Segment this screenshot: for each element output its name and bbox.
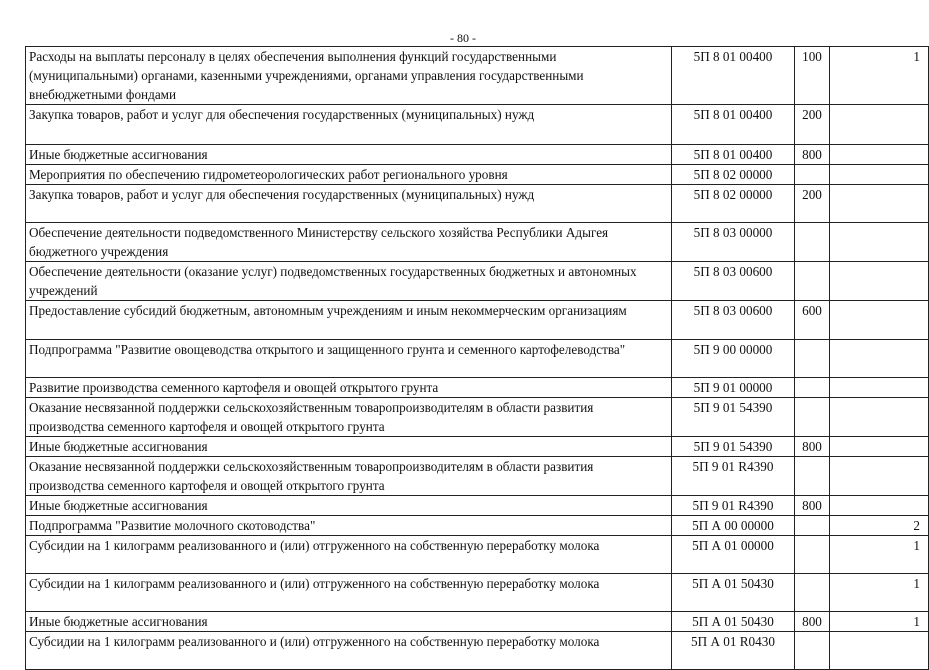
table-row [26, 496, 929, 516]
row-amount: 1 [830, 47, 929, 105]
row-target-code: 5П 8 03 00600 [672, 301, 795, 340]
table-row [26, 437, 929, 457]
row-expense-type [795, 398, 830, 437]
row-amount [830, 340, 929, 378]
table-row [26, 457, 929, 496]
row-expense-type [795, 262, 830, 301]
row-amount [830, 185, 929, 223]
table-row [26, 145, 929, 165]
row-expense-type: 800 [795, 612, 830, 632]
row-amount [830, 632, 929, 670]
row-target-code: 5П 9 01 00000 [672, 378, 795, 398]
row-amount: 1 [830, 574, 929, 612]
row-description: Иные бюджетные ассигнования [26, 437, 672, 457]
table-row [26, 165, 929, 185]
row-target-code: 5П 9 01 R4390 [672, 457, 795, 496]
table-row [26, 340, 929, 378]
row-target-code: 5П 8 03 00600 [672, 262, 795, 301]
row-expense-type [795, 632, 830, 670]
table-row [26, 301, 929, 340]
row-expense-type [795, 340, 830, 378]
row-expense-type: 600 [795, 301, 830, 340]
row-amount [830, 457, 929, 496]
row-amount [830, 437, 929, 457]
row-description: Закупка товаров, работ и услуг для обеспечения государственных (муниципальных) нужд [26, 185, 672, 223]
row-description: Закупка товаров, работ и услуг для обеспечения государственных (муниципальных) нужд [26, 105, 672, 145]
row-description: Развитие производства семенного картофеля и овощей открытого грунта [26, 378, 672, 398]
row-amount [830, 398, 929, 437]
row-target-code: 5П 8 01 00400 [672, 105, 795, 145]
row-expense-type [795, 165, 830, 185]
row-expense-type [795, 516, 830, 536]
row-amount [830, 378, 929, 398]
budget-table [25, 46, 929, 670]
row-target-code: 5П 9 00 00000 [672, 340, 795, 378]
row-expense-type: 800 [795, 437, 830, 457]
row-description: Обеспечение деятельности (оказание услуг) подведомственных государственных бюджетных и автономных учреждений [26, 262, 672, 301]
row-expense-type: 200 [795, 105, 830, 145]
row-description: Субсидии на 1 килограмм реализованного и (или) отгруженного на собственную переработку молока [26, 536, 672, 574]
page-number: - 80 - [450, 31, 476, 45]
table-row [26, 185, 929, 223]
row-target-code: 5П А 01 50430 [672, 574, 795, 612]
row-description: Субсидии на 1 килограмм реализованного и (или) отгруженного на собственную переработку молока [26, 632, 672, 670]
table-row [26, 516, 929, 536]
row-target-code: 5П А 01 R0430 [672, 632, 795, 670]
row-amount [830, 496, 929, 516]
table-row [26, 378, 929, 398]
table-row [26, 398, 929, 437]
row-expense-type [795, 574, 830, 612]
row-target-code: 5П А 01 00000 [672, 536, 795, 574]
row-description: Обеспечение деятельности подведомственного Министерству сельского хозяйства Республики Адыгея бюджетного учреждения [26, 223, 672, 262]
row-target-code: 5П 9 01 54390 [672, 398, 795, 437]
row-amount [830, 223, 929, 262]
row-target-code: 5П 8 01 00400 [672, 145, 795, 165]
table-row [26, 47, 929, 105]
row-description: Мероприятия по обеспечению гидрометеорологических работ регионального уровня [26, 165, 672, 185]
row-target-code: 5П А 01 50430 [672, 612, 795, 632]
row-expense-type [795, 457, 830, 496]
row-description: Расходы на выплаты персоналу в целях обеспечения выполнения функций государственными (муниципальными) органами, казенными учреждениями, органами управления государственными внебюджетными фондами [26, 47, 672, 105]
row-target-code: 5П 9 01 R4390 [672, 496, 795, 516]
table-row [26, 632, 929, 670]
row-description: Подпрограмма "Развитие молочного скотоводства" [26, 516, 672, 536]
row-amount: 1 [830, 612, 929, 632]
row-expense-type [795, 223, 830, 262]
row-expense-type [795, 378, 830, 398]
table-row [26, 612, 929, 632]
row-description: Подпрограмма "Развитие овощеводства открытого и защищенного грунта и семенного картофелеводства" [26, 340, 672, 378]
row-target-code: 5П А 00 00000 [672, 516, 795, 536]
row-expense-type [795, 536, 830, 574]
row-description: Оказание несвязанной поддержки сельскохозяйственным товаропроизводителям в области развития производства семенного картофеля и овощей открытого грунта [26, 398, 672, 437]
row-amount [830, 301, 929, 340]
row-expense-type: 800 [795, 496, 830, 516]
row-amount [830, 262, 929, 301]
row-amount [830, 105, 929, 145]
row-amount [830, 165, 929, 185]
row-target-code: 5П 8 03 00000 [672, 223, 795, 262]
row-description: Оказание несвязанной поддержки сельскохозяйственным товаропроизводителям в области развития производства семенного картофеля и овощей открытого грунта [26, 457, 672, 496]
row-target-code: 5П 8 02 00000 [672, 165, 795, 185]
row-expense-type: 800 [795, 145, 830, 165]
row-description: Иные бюджетные ассигнования [26, 496, 672, 516]
table-row [26, 105, 929, 145]
row-amount [830, 145, 929, 165]
row-description: Субсидии на 1 килограмм реализованного и (или) отгруженного на собственную переработку молока [26, 574, 672, 612]
row-description: Предоставление субсидий бюджетным, автономным учреждениям и иным некоммерческим организациям [26, 301, 672, 340]
row-target-code: 5П 8 01 00400 [672, 47, 795, 105]
table-row [26, 574, 929, 612]
table-row [26, 223, 929, 262]
table-row [26, 262, 929, 301]
table-row [26, 536, 929, 574]
row-target-code: 5П 9 01 54390 [672, 437, 795, 457]
row-description: Иные бюджетные ассигнования [26, 612, 672, 632]
row-expense-type: 200 [795, 185, 830, 223]
row-amount: 1 [830, 536, 929, 574]
row-target-code: 5П 8 02 00000 [672, 185, 795, 223]
row-description: Иные бюджетные ассигнования [26, 145, 672, 165]
row-expense-type: 100 [795, 47, 830, 105]
row-amount: 2 [830, 516, 929, 536]
